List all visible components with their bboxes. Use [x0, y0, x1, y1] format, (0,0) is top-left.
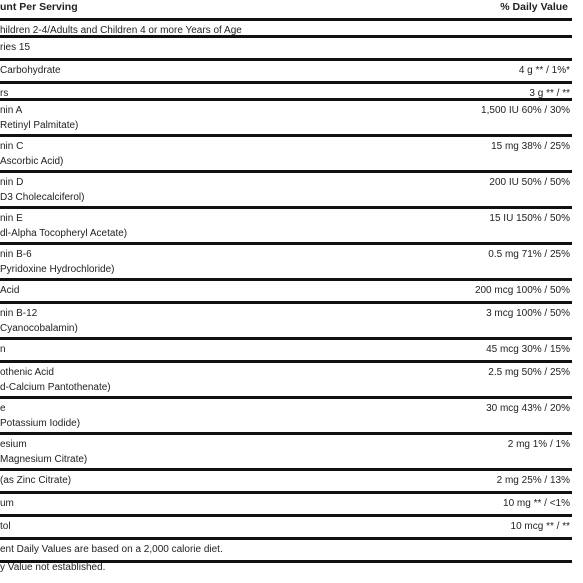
- row-name: e: [0, 403, 6, 414]
- calories-row: [0, 38, 572, 61]
- row-source: Ascorbic Acid): [0, 156, 64, 167]
- row-name: nin E: [0, 213, 23, 224]
- row-name: nin C: [0, 141, 24, 152]
- row-value: 2.5 mg 50% / 25%: [488, 367, 570, 378]
- row-name: hildren 2-4/Adults and Children 4 or more Years of Age: [0, 25, 242, 36]
- biotin-row: [0, 340, 572, 363]
- carbohydrate-row: [0, 61, 572, 84]
- daily-value-heading: % Daily Value: [500, 1, 568, 13]
- row-value: 15 mg 38% / 25%: [491, 141, 570, 152]
- row-source: Pyridoxine Hydrochloride): [0, 264, 115, 275]
- row-value: 0.5 mg 71% / 25%: [488, 249, 570, 260]
- row-source: Cyanocobalamin): [0, 323, 78, 334]
- row-value: 10 mg ** / <1%: [503, 498, 570, 509]
- row-name: n: [0, 344, 6, 355]
- row-name: Acid: [0, 285, 20, 296]
- row-value: 2 mg 1% / 1%: [507, 439, 570, 450]
- row-value: 2 mg 25% / 13%: [496, 475, 570, 486]
- row-value: 4 g ** / 1%*: [518, 65, 570, 76]
- row-value: 3 g ** / **: [529, 88, 570, 99]
- iodine-row: [0, 399, 572, 435]
- row-name: Carbohydrate: [0, 65, 61, 76]
- footnote-not-established: y Value not established.: [0, 562, 106, 573]
- row-name: nin B-6: [0, 249, 32, 260]
- row-source: d-Calcium Pantothenate): [0, 382, 111, 393]
- serving-group-row: [0, 21, 572, 38]
- row-value: 30 mcg 43% / 20%: [486, 403, 570, 414]
- folic-acid-row: [0, 281, 572, 304]
- zinc-row: [0, 471, 572, 494]
- inositol-row: [0, 517, 572, 540]
- vitamin-c-row: [0, 137, 572, 173]
- row-value: 15 IU 150% / 50%: [489, 213, 570, 224]
- pantothenic-acid-row: [0, 363, 572, 399]
- table-header: [0, 0, 572, 21]
- row-value: 1,500 IU 60% / 30%: [481, 105, 570, 116]
- percent-daily-note-row: [0, 540, 572, 563]
- row-name: rs: [0, 88, 9, 99]
- row-source: D3 Cholecalciferol): [0, 192, 85, 203]
- row-name: tol: [0, 521, 11, 532]
- row-source: Potassium Iodide): [0, 418, 81, 429]
- vitamin-b12-row: [0, 304, 572, 340]
- row-value: 45 mcg 30% / 15%: [486, 344, 570, 355]
- vitamin-a-row: [0, 101, 572, 137]
- row-name: ries 15: [0, 42, 31, 53]
- row-source: Magnesium Citrate): [0, 454, 88, 465]
- row-value: 3 mcg 100% / 50%: [486, 308, 570, 319]
- row-name: ent Daily Values are based on a 2,000 calorie diet.: [0, 544, 223, 555]
- magnesium-row: [0, 435, 572, 471]
- row-value: 200 IU 50% / 50%: [489, 177, 570, 188]
- vitamin-b6-row: [0, 245, 572, 281]
- row-name: othenic Acid: [0, 367, 54, 378]
- amount-per-serving-heading: unt Per Serving: [0, 1, 78, 13]
- vitamin-e-row: [0, 209, 572, 245]
- row-name: nin D: [0, 177, 24, 188]
- row-value: 200 mcg 100% / 50%: [474, 285, 570, 296]
- row-value: 10 mcg ** / **: [510, 521, 570, 532]
- sodium-row: [0, 494, 572, 517]
- vitamin-d-row: [0, 173, 572, 209]
- row-name: nin B-12: [0, 308, 38, 319]
- row-name: um: [0, 498, 14, 509]
- row-source: Retinyl Palmitate): [0, 120, 79, 131]
- row-source: dl-Alpha Tocopheryl Acetate): [0, 228, 128, 239]
- row-name: esium: [0, 439, 27, 450]
- sugars-row: [0, 84, 572, 101]
- row-name: (as Zinc Citrate): [0, 475, 72, 486]
- row-name: nin A: [0, 105, 23, 116]
